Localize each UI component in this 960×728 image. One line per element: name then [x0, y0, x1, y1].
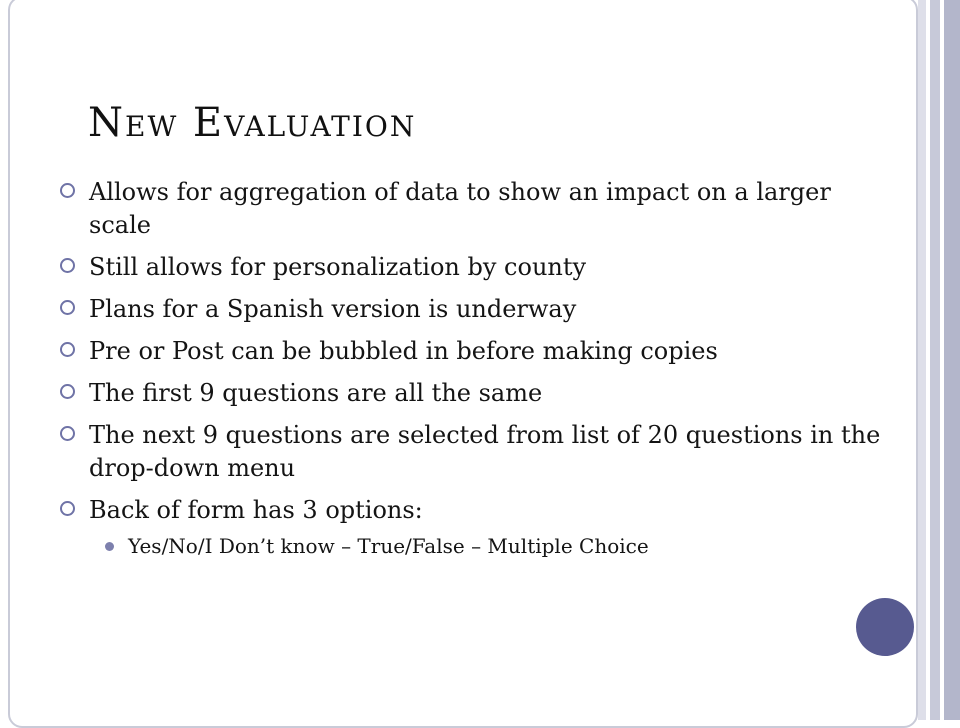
bullet-list — [60, 176, 890, 560]
ring-bullet-icon — [60, 342, 75, 357]
decorative-circle — [856, 598, 914, 656]
ring-bullet-icon — [60, 426, 75, 441]
decorative-side-bars — [918, 0, 960, 720]
bullet-item — [60, 335, 890, 368]
bullet-text: Pre or Post can be bubbled in before making copies — [89, 337, 718, 365]
sub-bullet-text: Yes/No/I Don’t know – True/False – Multiple Choice — [128, 534, 649, 558]
sub-bullet-item — [105, 532, 890, 560]
bullet-text: The first 9 questions are all the same — [89, 379, 543, 407]
bullet-text: Back of form has 3 options: — [89, 496, 423, 524]
slide-title: New Evaluation — [88, 100, 417, 146]
bullet-item — [60, 377, 890, 410]
bullet-item — [60, 176, 890, 242]
side-bar — [944, 0, 960, 720]
bullet-item — [60, 293, 890, 326]
side-bar — [918, 0, 926, 720]
bullet-text: The next 9 questions are selected from list of 20 questions in the drop-down menu — [89, 421, 881, 482]
ring-bullet-icon — [60, 300, 75, 315]
ring-bullet-icon — [60, 384, 75, 399]
bullet-text: Allows for aggregation of data to show an impact on a larger scale — [89, 178, 831, 239]
bullet-text: Still allows for personalization by county — [89, 253, 587, 281]
bullet-item — [60, 419, 890, 485]
bullet-item — [60, 251, 890, 284]
ring-bullet-icon — [60, 183, 75, 198]
dot-bullet-icon — [105, 542, 114, 551]
side-bar — [930, 0, 940, 720]
bullet-item — [60, 494, 890, 527]
ring-bullet-icon — [60, 501, 75, 516]
bullet-text: Plans for a Spanish version is underway — [89, 295, 577, 323]
ring-bullet-icon — [60, 258, 75, 273]
